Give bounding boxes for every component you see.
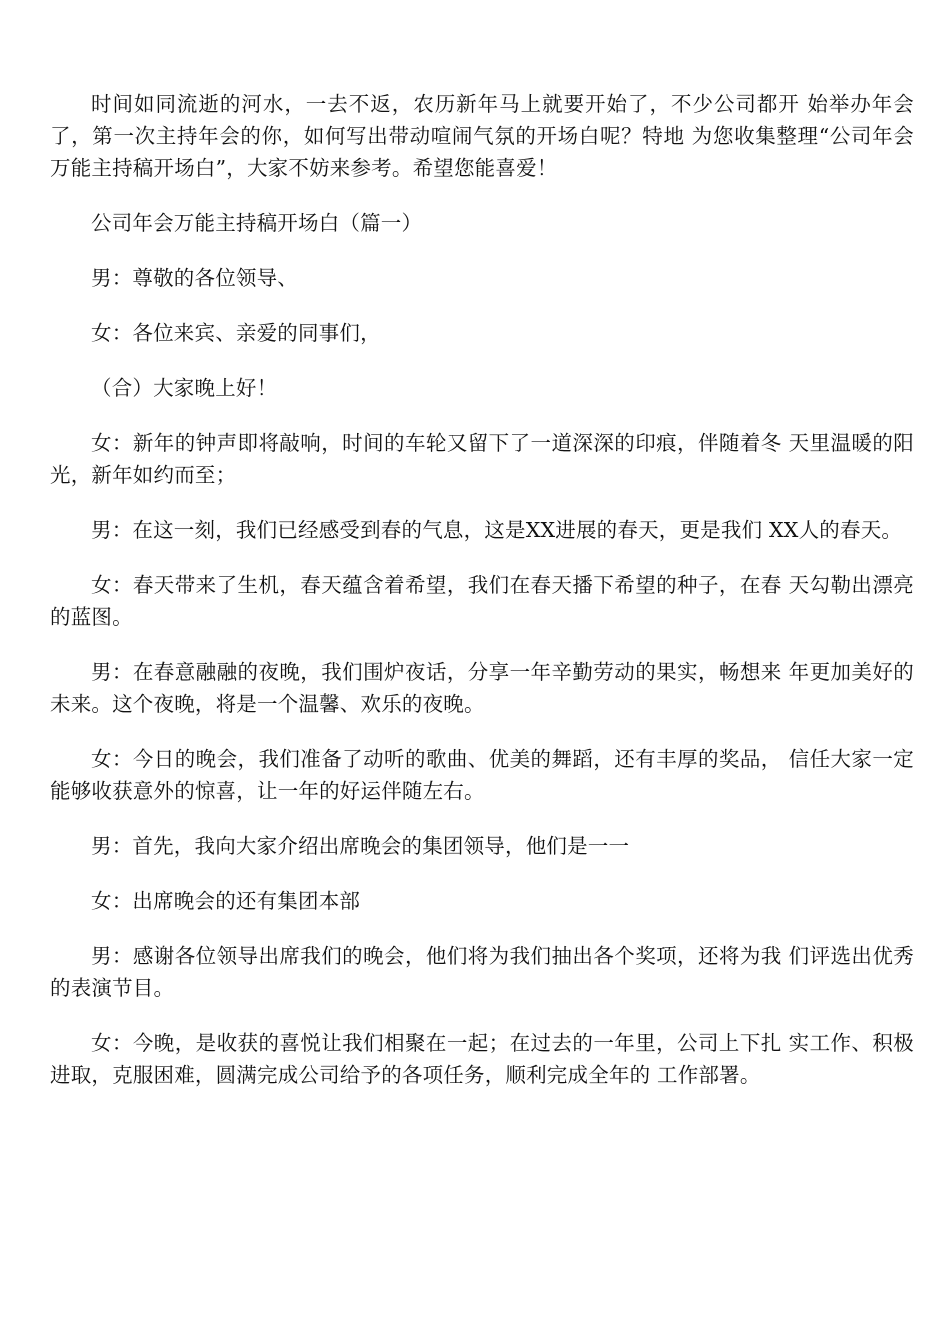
dialogue-line: 女：今晚，是收获的喜悦让我们相聚在一起；在过去的一年里，公司上下扎 实工作、积极进取，克服困难，圆满完成公司给予的各项任务，顺利完成全年的 工作部署。 [50,1031,914,1087]
dialogue-line: 女：春天带来了生机，春天蕴含着希望，我们在春天播下希望的种子，在春 天勾勒出漂亮的蓝图。 [50,573,914,629]
dialogue-line: 男：在春意融融的夜晚，我们围炉夜话，分享一年辛勤劳动的果实，畅想来 年更加美好的未来。这个夜晚，将是一个温馨、欢乐的夜晚。 [50,660,914,716]
dialogue-line: （合）大家晚上好！ [91,376,278,400]
dialogue-line: 男：尊敬的各位领导、 [91,266,298,290]
section-heading: 公司年会万能主持稿开场白（篇一） [91,211,423,235]
dialogue-line: 男：首先，我向大家介绍出席晚会的集团领导，他们是一一 [91,834,630,858]
dialogue-line: 男：在这一刻，我们已经感受到春的气息，这是XX进展的春天，更是我们 XX人的春天。 [91,518,903,542]
dialogue-line: 女：出席晚会的还有集团本部 [91,889,361,913]
dialogue-line: 女：各位来宾、亲爱的同事们， [91,321,381,345]
dialogue-line: 女：新年的钟声即将敲响，时间的车轮又留下了一道深深的印痕，伴随着冬 天里温暖的阳光，新年如约而至； [50,431,914,487]
dialogue-line: 男：感谢各位领导出席我们的晚会，他们将为我们抽出各个奖项，还将为我 们评选出优秀的表演节目。 [50,944,914,1000]
dialogue-line: 女：今日的晚会，我们准备了动听的歌曲、优美的舞蹈，还有丰厚的奖品， 信任大家一定能够收获意外的惊喜，让一年的好运伴随左右。 [50,747,914,803]
intro-paragraph: 时间如同流逝的河水，一去不返，农历新年马上就要开始了，不少公司都开 始举办年会了，第一次主持年会的你，如何写出带动喧闹气氛的开场白呢？特地 为您收集整理“公司年会万能主持稿开场白”，大家不妨来参考。希望您能喜爱！ [50,92,914,180]
